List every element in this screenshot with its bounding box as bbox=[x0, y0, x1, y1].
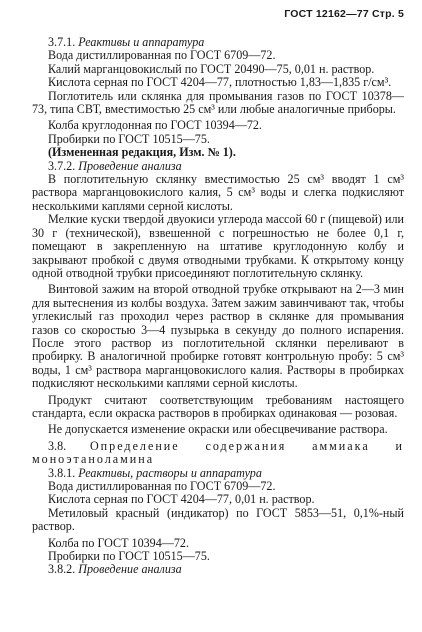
section-title: Проведение анализа bbox=[78, 562, 182, 577]
section-number: 3.7.2. bbox=[48, 158, 76, 173]
section-3-7-1-heading bbox=[32, 36, 404, 49]
paragraph: Винтовой зажим на второй отводной трубке открывают на 2—3 мин для вытеснения из колбы воздуха. Затем зажим завинчивают так, чтобы углекислый газ проходил через раствор в склянке для промывания газов со скоростью 3—4 пузырька в секунду до полного испарения. После этого раствор из поглотительной склянки переливают в пробирку. В аналогичной пробирке готовят контрольную пробу: 5 см³ воды, 1 см³ раствора марганцовокислого калия. Растворы в пробирках подкисляют несколькими каплями серной кислоты. bbox=[32, 282, 404, 391]
section-3-8-2-heading bbox=[32, 563, 404, 576]
section-3-8-1-heading bbox=[32, 467, 404, 480]
section-number: 3.8. bbox=[48, 438, 67, 453]
reagent-line: Поглотитель или склянка для промывания газов по ГОСТ 10378—73, типа СВТ, вместимостью 25 см³ или любые аналогичные приборы. bbox=[32, 88, 404, 117]
reagent-line: Пробирки по ГОСТ 10515—75. bbox=[48, 131, 210, 146]
section-3-8-heading bbox=[32, 440, 404, 467]
reagent-line: Калий марганцовокислый по ГОСТ 20490—75, 0,01 н. раствор. bbox=[48, 61, 375, 76]
document-body bbox=[32, 36, 404, 577]
section-title: Реактивы, растворы и аппаратура bbox=[78, 465, 262, 480]
reagent-line: Вода дистиллированная по ГОСТ 6709—72. bbox=[48, 48, 276, 63]
section-number: 3.8.2. bbox=[48, 562, 76, 577]
reagent-line: Колба круглодонная по ГОСТ 10394—72. bbox=[48, 118, 262, 133]
section-3-7-2-heading bbox=[32, 160, 404, 173]
section-number: 3.8.1. bbox=[48, 465, 76, 480]
paragraph: Мелкие куски твердой двуокиси углерода массой 60 г (пищевой) или 30 г (технической), взвешенной с погрешностью не более 0,1 г, помещают в закрепленную на штативе круглодонную колбу и закрывают пробкой с двумя отводными трубками. К открытому концу одной отводной трубки присоединяют поглотительную склянку. bbox=[32, 212, 404, 280]
reagent-line: Вода дистиллированная по ГОСТ 6709—72. bbox=[48, 479, 276, 493]
paragraph: Продукт считают соответствующим требованиям настоящего стандарта, если окраска растворов в пробирках одинаковая — розовая. bbox=[32, 392, 404, 420]
paragraph: Не допускается изменение окраски или обесцвечивание раствора. bbox=[48, 422, 388, 437]
section-title: Определение содержания аммиака и моноэтаноламина bbox=[32, 438, 404, 467]
reagent-line: Колба по ГОСТ 10394—72. bbox=[48, 535, 189, 550]
reagent-line: Кислота серная по ГОСТ 4204—77, 0,01 н. раствор. bbox=[48, 492, 315, 507]
section-title: Реактивы и аппаратура bbox=[78, 35, 205, 49]
paragraph: В поглотительную склянку вместимостью 25 см³ вводят 1 см³ раствора марганцовокислого калия, 5 см³ воды и слегка подкисляют несколькими каплями серной кислоты. bbox=[32, 172, 404, 213]
reagent-line: Кислота серная по ГОСТ 4204—77, плотностью 1,83—1,835 г/см³. bbox=[48, 75, 392, 90]
section-number: 3.7.1. bbox=[48, 35, 76, 49]
section-title: Проведение анализа bbox=[78, 158, 182, 173]
reagent-line: Пробирки по ГОСТ 10515—75. bbox=[48, 549, 210, 564]
page-header: ГОСТ 12162—77 Стр. 5 bbox=[284, 8, 404, 20]
amendment-note: (Измененная редакция, Изм. № 1). bbox=[48, 145, 236, 160]
reagent-line: Метиловый красный (индикатор) по ГОСТ 5853—51, 0,1%-ный раствор. bbox=[32, 505, 404, 534]
